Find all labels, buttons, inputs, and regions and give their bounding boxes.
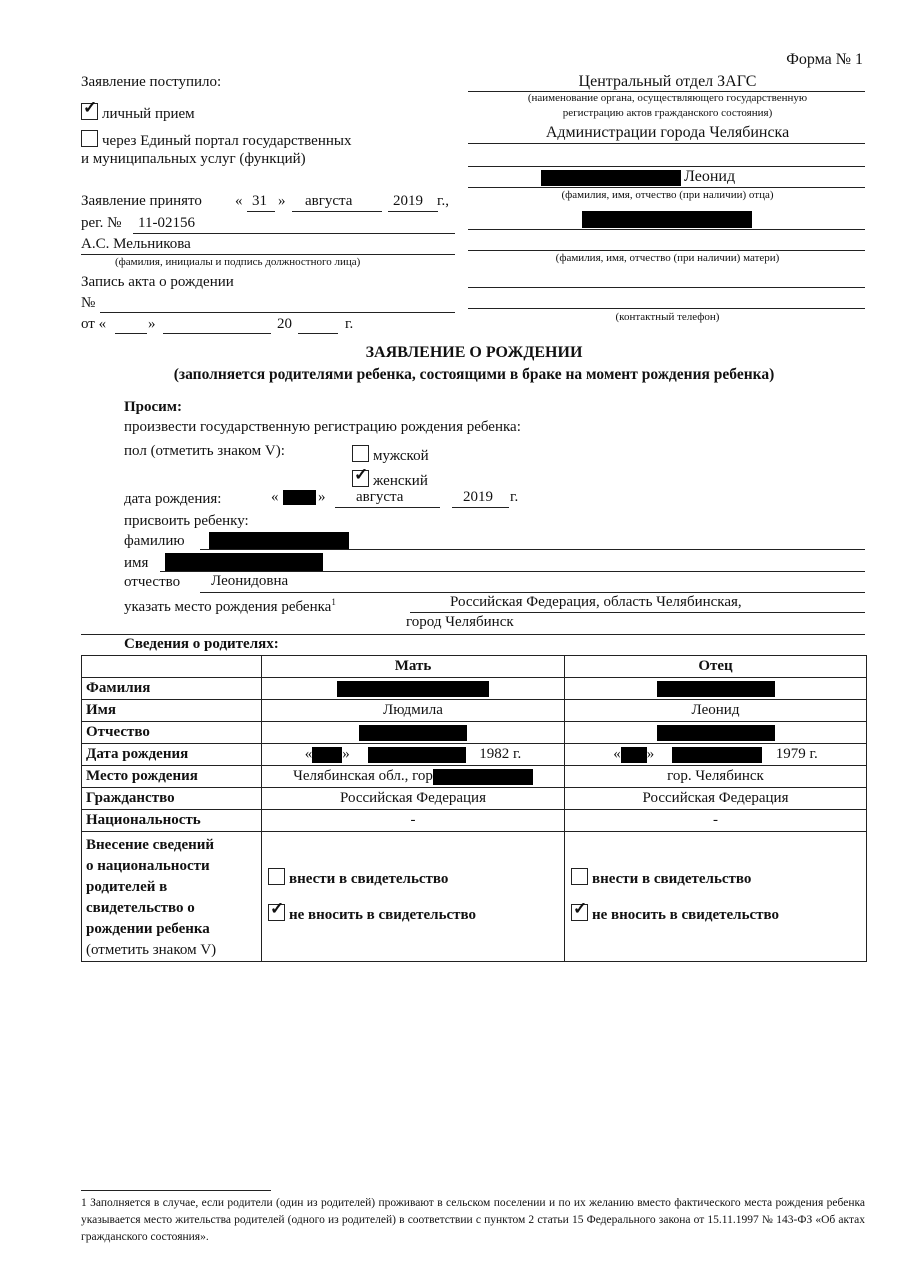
father-dob-close: » (646, 746, 655, 762)
official-name: А.С. Мельникова (81, 236, 191, 252)
row-nationality-label: Национальность (82, 810, 262, 832)
assign-label: присвоить ребенку: (124, 513, 249, 529)
dob-suffix: г. (510, 489, 519, 505)
table-header-row (82, 656, 867, 678)
table-row (82, 678, 867, 700)
father-exclude-label: не вносить в свидетельство (592, 906, 780, 923)
row-surname-label: Фамилия (82, 678, 262, 700)
place-label-text: указать место рождения ребенка (124, 599, 332, 615)
mother-dob-open: « (304, 746, 313, 762)
portal-checkbox[interactable] (81, 130, 98, 147)
record-from-close: » (148, 316, 156, 332)
mother-caption: (фамилия, имя, отчество (при наличии) матери) (555, 252, 780, 264)
dob-label: дата рождения: (124, 491, 222, 507)
document-subtitle: (заполняется родителями ребенка, состоящими в браке на момент рождения ребенка) (173, 366, 775, 383)
table-row (82, 700, 867, 722)
col-mother: Мать (262, 656, 565, 678)
record-from-label: от « (81, 316, 107, 332)
father-option-include[interactable] (571, 861, 862, 897)
table-row (82, 832, 867, 962)
mother-include-label: внести в свидетельство (289, 870, 449, 887)
accepted-year-suffix: г., (437, 193, 449, 209)
father-include-checkbox[interactable] (571, 868, 588, 885)
document-title: ЗАЯВЛЕНИЕ О РОЖДЕНИИ (365, 344, 583, 361)
record-year-suffix: г. (345, 316, 354, 332)
dob-close: » (318, 489, 326, 505)
redacted-father-patronymic (657, 725, 775, 741)
redacted-mother-patronymic (359, 725, 467, 741)
place-line2: город Челябинск (406, 614, 514, 630)
record-title: Запись акта о рождении (81, 274, 234, 290)
option-portal[interactable] (81, 130, 351, 150)
row-citizenship-label: Гражданство (82, 788, 262, 810)
request-ask: Просим: (124, 399, 183, 415)
redacted-dob-day (283, 490, 316, 505)
father-include-label: внести в свидетельство (592, 870, 752, 887)
record-no-label: № (81, 295, 96, 311)
father-exclude-checkbox[interactable] (571, 898, 588, 921)
inclusion-line: о национальности (86, 858, 210, 874)
father-name: Леонид (565, 700, 867, 722)
mother-dob-suffix: г. (513, 746, 522, 762)
footnote: 1 Заполняется в случае, если родители (один из родителей) проживают в сельском поселении и по их желанию вместо фактического места рождения ребенка указывается место жительства родителей (одного из родителей) в соответствии с пунктом 2 статьи 15 Федерального закона от 15.11.1997 № 143-ФЗ «Об актах гражданского состояния». (81, 1197, 865, 1243)
table-row (82, 810, 867, 832)
accepted-month: августа (305, 193, 353, 209)
redacted-father-month (672, 747, 762, 763)
place-line1: Российская Федерация, область Челябинская, (450, 594, 742, 610)
father-inclusion-options (565, 832, 867, 962)
inclusion-line: свидетельство о (86, 900, 195, 916)
father-given-name: Леонид (684, 168, 736, 185)
mother-name: Людмила (262, 700, 565, 722)
option-female[interactable] (352, 465, 428, 490)
father-place: гор. Челябинск (565, 766, 867, 788)
accepted-day: 31 (252, 193, 267, 209)
mother-nationality: - (262, 810, 565, 832)
option-male[interactable] (352, 445, 429, 465)
mother-dob-year: 1982 (479, 746, 510, 762)
mother-dob (262, 744, 565, 766)
father-dob (565, 744, 867, 766)
father-nationality: - (565, 810, 867, 832)
male-label: мужской (373, 448, 429, 464)
row-patronymic-label: Отчество (82, 722, 262, 744)
accepted-year: 2019 (393, 193, 423, 209)
check-mark-icon: ✓ (354, 465, 369, 484)
redacted-mother-surname (337, 681, 489, 697)
redacted-child-surname (209, 532, 349, 549)
inclusion-line: рождении ребенка (86, 921, 210, 937)
portal-label-line1: через Единый портал государственных (102, 133, 352, 149)
form-number: Форма № 1 (786, 51, 863, 68)
mother-option-exclude[interactable] (268, 897, 560, 933)
authority-admin: Администрации города Челябинска (545, 124, 790, 141)
row-inclusion-label (82, 832, 262, 962)
personal-label: личный прием (102, 106, 195, 122)
mother-inclusion-options (262, 832, 565, 962)
redacted-father-day (621, 747, 647, 763)
table-row (82, 744, 867, 766)
phone-caption: (контактный телефон) (615, 311, 720, 323)
accepted-day-close: » (278, 193, 286, 209)
received-title: Заявление поступило: (81, 74, 222, 90)
inclusion-note: (отметить знаком V) (86, 942, 217, 958)
mother-exclude-checkbox[interactable] (268, 898, 285, 921)
portal-label-line2: и муниципальных услуг (функций) (81, 151, 306, 167)
name-label: имя (124, 555, 149, 571)
female-label: женский (373, 473, 428, 489)
official-caption: (фамилия, инициалы и подпись должностного лица) (115, 256, 361, 268)
table-row (82, 788, 867, 810)
father-citizenship: Российская Федерация (565, 788, 867, 810)
redacted-mother-line (582, 211, 752, 228)
patronymic-label: отчество (124, 574, 181, 590)
authority-caption-1: (наименование органа, осуществляющего государственную (527, 92, 808, 104)
table-row (82, 766, 867, 788)
redacted-father-surname-cell (657, 681, 775, 697)
row-place-label: Место рождения (82, 766, 262, 788)
mother-option-include[interactable] (268, 861, 560, 897)
child-patronymic: Леонидовна (211, 573, 289, 589)
redacted-mother-place (433, 769, 533, 785)
reg-number: 11-02156 (138, 215, 195, 231)
redacted-child-name (165, 553, 323, 571)
option-personal[interactable] (81, 98, 195, 123)
parents-table (81, 655, 867, 962)
sex-label: пол (отметить знаком V): (124, 443, 285, 459)
father-dob-year: 1979 (775, 746, 806, 762)
place-label (124, 597, 336, 616)
surname-label: фамилию (124, 533, 185, 549)
table-row (82, 722, 867, 744)
mother-include-checkbox[interactable] (268, 868, 285, 885)
father-option-exclude[interactable] (571, 897, 862, 933)
personal-checkbox[interactable] (81, 98, 98, 120)
authority-caption-2: регистрацию актов гражданского состояния) (562, 107, 773, 119)
authority-name: Центральный отдел ЗАГС (578, 73, 757, 90)
father-dob-open: « (613, 746, 621, 762)
col-father: Отец (565, 656, 867, 678)
parents-title: Сведения о родителях: (124, 636, 279, 652)
inclusion-line: родителей в (86, 879, 168, 895)
female-checkbox[interactable] (352, 465, 369, 487)
redacted-father-surname (541, 170, 681, 186)
check-mark-icon: ✓ (270, 898, 285, 918)
accepted-prefix: Заявление принято (81, 193, 202, 209)
father-caption: (фамилия, имя, отчество (при наличии) отца) (561, 189, 774, 201)
request-perform: произвести государственную регистрацию рождения ребенка: (124, 419, 521, 435)
redacted-mother-month (368, 747, 466, 763)
check-mark-icon: ✓ (573, 898, 588, 918)
redacted-mother-day (312, 747, 342, 763)
accepted-day-open: « (235, 193, 243, 209)
dob-year: 2019 (463, 489, 493, 505)
mother-exclude-label: не вносить в свидетельство (289, 906, 477, 923)
check-mark-icon: ✓ (83, 98, 98, 117)
row-dob-label: Дата рождения (82, 744, 262, 766)
row-name-label: Имя (82, 700, 262, 722)
place-footnote-mark: 1 (331, 597, 336, 607)
inclusion-line: Внесение сведений (86, 837, 215, 853)
mother-place: Челябинская обл., гор (293, 768, 433, 784)
dob-month: августа (356, 489, 404, 505)
dob-open: « (271, 489, 279, 505)
father-dob-suffix: г. (809, 746, 818, 762)
record-year-prefix: 20 (277, 316, 292, 332)
male-checkbox[interactable] (352, 445, 369, 462)
mother-dob-close: » (342, 746, 350, 762)
reg-label: рег. № (81, 215, 122, 231)
mother-citizenship: Российская Федерация (262, 788, 565, 810)
